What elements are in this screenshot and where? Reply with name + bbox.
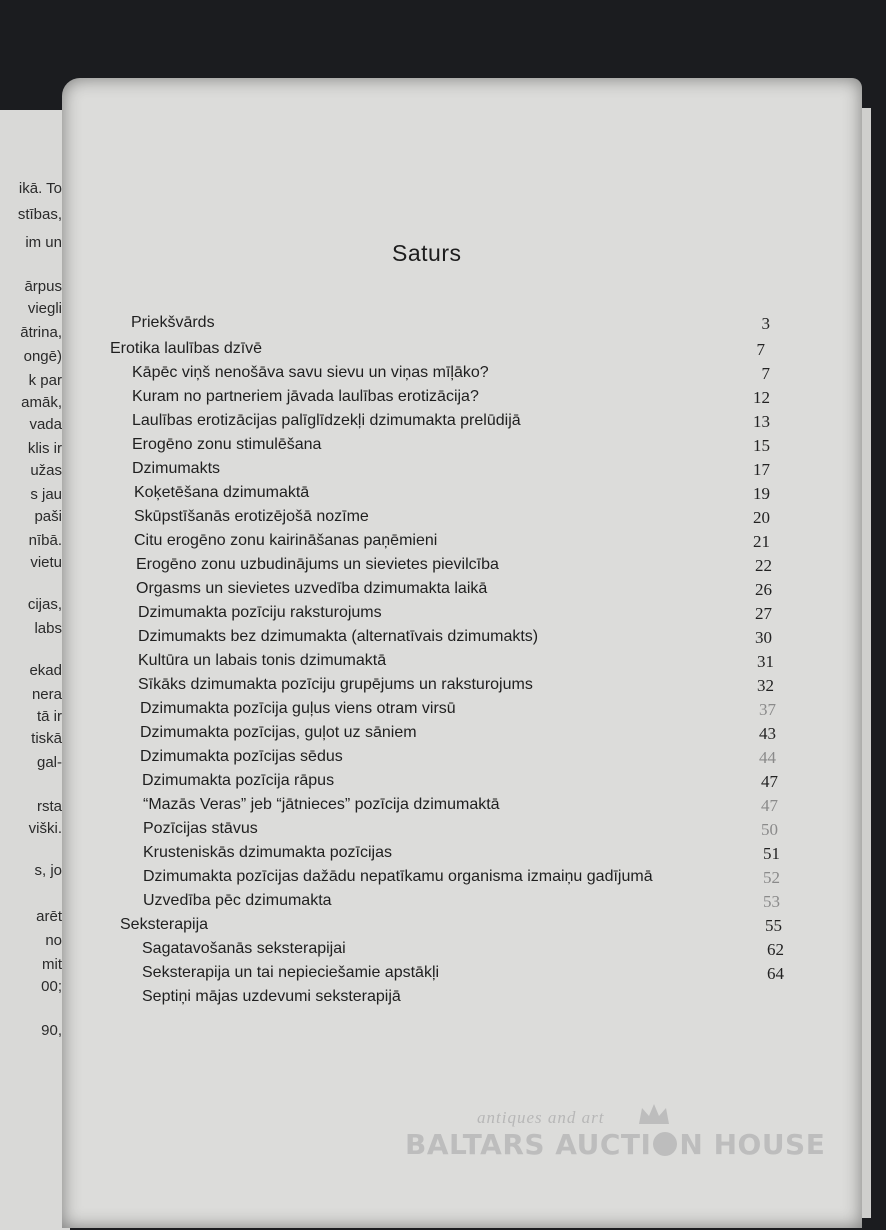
toc-entry-label: Dzimumakta pozīcija guļus viens otram virsū <box>140 700 456 717</box>
left-page-text-fragment: ātrina, <box>20 324 62 341</box>
toc-entry <box>0 340 886 362</box>
toc-entry <box>0 700 886 722</box>
left-page-text-fragment: tā ir <box>36 708 62 725</box>
toc-entry <box>0 964 886 986</box>
toc-entry-label: Erogēno zonu uzbudinājums un sievietes pievilcība <box>136 556 499 573</box>
toc-entry-page: 47 <box>761 796 778 815</box>
toc-entry-page: 32 <box>757 676 774 695</box>
toc-entry-label: Sagatavošanās seksterapijai <box>142 940 346 957</box>
toc-entry <box>0 892 886 914</box>
toc-entry-page: 17 <box>753 460 770 479</box>
toc-entry-label: Koķetēšana dzimumaktā <box>134 484 310 501</box>
left-page-text-fragment: nera <box>31 686 62 703</box>
toc-entry <box>0 604 886 626</box>
left-page-text-fragment: ārpus <box>24 278 62 295</box>
toc-entry <box>0 724 886 746</box>
toc-entry <box>0 988 886 1010</box>
watermark-o-icon <box>653 1132 677 1156</box>
toc-entry-label: Dzimumakts <box>132 460 221 477</box>
toc-entry-label: Erogēno zonu stimulēšana <box>132 436 322 453</box>
toc-entry <box>0 628 886 650</box>
toc-entry <box>0 388 886 410</box>
toc-entry <box>0 772 886 794</box>
toc-entry <box>0 556 886 578</box>
left-page-text-fragment: vada <box>29 416 62 433</box>
toc-entry-label: Kuram no partneriem jāvada laulības erotizācija? <box>132 388 479 405</box>
toc-entry-page: 31 <box>757 652 774 671</box>
toc-entry-page: 7 <box>756 340 765 359</box>
left-page-text-fragment: vietu <box>30 554 62 571</box>
toc-title: Saturs <box>392 240 462 266</box>
watermark-subtitle: antiques and art <box>477 1108 605 1127</box>
toc-entry-page: 20 <box>753 508 770 527</box>
toc-entry <box>0 364 886 386</box>
left-page-text-fragment: viegli <box>27 300 62 317</box>
toc-entry-label: Laulības erotizācijas palīglīdzekļi dzimumakta prelūdijā <box>132 412 521 429</box>
left-page-text-fragment: ekad <box>29 662 62 679</box>
left-page-text-fragment: stības, <box>17 206 62 223</box>
toc-entry-page: 64 <box>767 964 784 983</box>
watermark-name-left: BALTARS AUCTI <box>405 1128 652 1161</box>
toc-entry-label: Uzvedība pēc dzimumakta <box>143 892 332 909</box>
toc-entry-label: Kāpēc viņš nenošāva savu sievu un viņas mīļāko? <box>132 364 489 381</box>
toc-entry-page: 50 <box>761 820 778 839</box>
toc-entry-label: Dzimumakta pozīcijas, guļot uz sāniem <box>140 724 417 741</box>
toc-entry-label: Dzimumakta pozīcijas sēdus <box>140 748 343 765</box>
toc-entry-label: Dzimumakts bez dzimumakta (alternatīvais dzimumakts) <box>138 628 539 645</box>
toc-entry-label: Krusteniskās dzimumakta pozīcijas <box>143 844 392 861</box>
toc-entry-page: 62 <box>767 940 784 959</box>
toc-entry-label: Skūpstīšanās erotizējošā nozīme <box>134 508 369 525</box>
left-page-text-fragment: nībā. <box>28 532 62 549</box>
toc-entry-page: 37 <box>759 700 776 719</box>
toc-entry-page: 3 <box>761 314 770 333</box>
toc-entry <box>0 484 886 506</box>
toc-entry <box>0 412 886 434</box>
toc-entry-page: 7 <box>761 364 770 383</box>
left-page-text-fragment: ikā. To <box>18 180 62 197</box>
crown-icon <box>637 1102 671 1128</box>
left-page-text-fragment: cijas, <box>27 596 62 613</box>
left-page-text-fragment: mit <box>42 956 62 973</box>
watermark-name-right: N HOUSE <box>679 1128 826 1161</box>
left-page-text-fragment: im un <box>25 234 62 251</box>
toc-entry <box>0 508 886 530</box>
toc-entry <box>0 314 886 336</box>
left-page-text-fragment: užas <box>30 462 62 479</box>
toc-entry-label: Septiņi mājas uzdevumi seksterapijā <box>142 988 401 1005</box>
toc-entry-label: “Mazās Veras” jeb “jātnieces” pozīcija dzimumaktā <box>143 796 500 813</box>
toc-entry-page: 47 <box>761 772 778 791</box>
left-page-text-fragment: no <box>45 932 62 949</box>
toc-entry <box>0 676 886 698</box>
left-page-text-fragment: rsta <box>36 798 62 815</box>
toc-entry-page: 43 <box>759 724 776 743</box>
left-page-text-fragment: 90, <box>41 1022 62 1039</box>
toc-entry <box>0 748 886 770</box>
toc-entry-label: Priekšvārds <box>131 314 215 331</box>
left-page-text-fragment: s jau <box>30 486 62 503</box>
toc-entry-page: 27 <box>755 604 772 623</box>
toc-entry <box>0 916 886 938</box>
left-page-text-fragment: gal- <box>36 754 62 771</box>
toc-entry-page: 19 <box>753 484 770 503</box>
toc-entry <box>0 580 886 602</box>
toc-entry-label: Sīkāks dzimumakta pozīciju grupējums un raksturojums <box>138 676 533 693</box>
toc-entry <box>0 436 886 458</box>
toc-entry <box>0 868 886 890</box>
toc-entry-label: Orgasms un sievietes uzvedība dzimumakta laikā <box>136 580 488 597</box>
toc-entry-label: Erotika laulības dzīvē <box>110 340 263 357</box>
toc-entry <box>0 796 886 818</box>
left-page-text-fragment: amāk, <box>21 394 62 411</box>
watermark-name <box>405 1128 825 1161</box>
toc-entry-label: Seksterapija <box>120 916 209 933</box>
watermark <box>405 1108 826 1168</box>
left-page-text-fragment: k par <box>28 372 62 389</box>
toc-entry-label: Seksterapija un tai nepieciešamie apstākļi <box>142 964 440 981</box>
toc-entry <box>0 844 886 866</box>
toc-entry-label: Kultūra un labais tonis dzimumaktā <box>138 652 387 669</box>
toc-entry-label: Dzimumakta pozīcijas dažādu nepatīkamu organisma izmaiņu gadījumā <box>143 868 653 885</box>
left-page-text-fragment: klis ir <box>27 440 62 457</box>
toc-entry-page: 52 <box>763 868 780 887</box>
toc-entry <box>0 652 886 674</box>
toc-entry-page: 55 <box>765 916 782 935</box>
toc-entry <box>0 820 886 842</box>
toc-entry-page: 44 <box>759 748 776 767</box>
toc-entry-page: 30 <box>755 628 772 647</box>
toc-entry-page: 13 <box>753 412 770 431</box>
left-page-text-fragment: viški. <box>28 820 62 837</box>
toc-entry-label: Pozīcijas stāvus <box>143 820 258 837</box>
toc-entry-page: 53 <box>763 892 780 911</box>
toc-entry-label: Dzimumakta pozīciju raksturojums <box>138 604 382 621</box>
toc-entry-label: Citu erogēno zonu kairināšanas paņēmieni <box>134 532 438 549</box>
left-page-text-fragment: arēt <box>36 908 62 925</box>
left-page-text-fragment: tiskā <box>31 730 62 747</box>
toc-entry-page: 12 <box>753 388 770 407</box>
toc-entry-page: 26 <box>755 580 772 599</box>
left-page-text-fragment: s, jo <box>34 862 62 879</box>
toc-entry-page: 51 <box>763 844 780 863</box>
left-page-text-fragment: labs <box>34 620 62 637</box>
toc-entry <box>0 460 886 482</box>
toc-entry <box>0 532 886 554</box>
toc-entry <box>0 940 886 962</box>
left-page-text-fragment: 00; <box>41 978 62 995</box>
left-page-text-fragment: paši <box>34 508 62 525</box>
left-page-text-fragment: ongē) <box>23 348 62 365</box>
toc-entry-page: 15 <box>753 436 770 455</box>
toc-entry-page: 22 <box>755 556 772 575</box>
toc-entry-page: 21 <box>753 532 770 551</box>
toc-entry-label: Dzimumakta pozīcija rāpus <box>142 772 335 789</box>
